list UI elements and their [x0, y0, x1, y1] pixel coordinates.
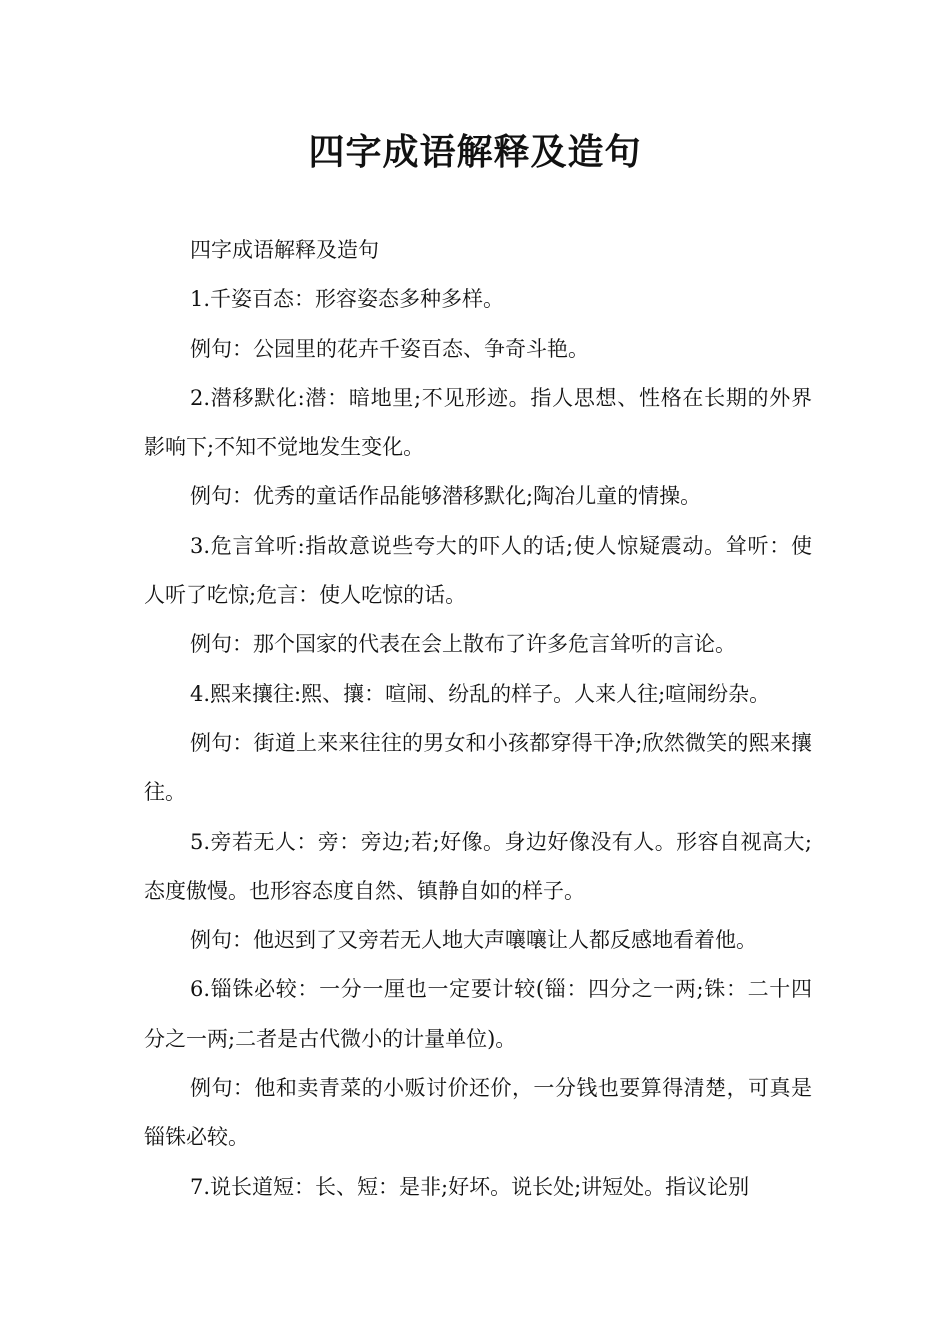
example-sentence-5: 例句：他迟到了又旁若无人地大声嚷嚷让人都反感地看着他。	[190, 928, 757, 953]
document-title: 四字成语解释及造句	[308, 132, 642, 173]
idiom-entry-4: 4.熙来攘往:熙、攘：喧闹、纷乱的样子。人来人往;喧闹纷杂。	[190, 681, 771, 706]
example-sentence-6: 例句：他和卖青菜的小贩讨价还价，一分钱也要算得清楚，可真是锱铢必较。	[144, 1076, 812, 1150]
example-sentence-1: 例句：公园里的花卉千姿百态、争奇斗艳。	[190, 336, 589, 361]
idiom-entry-1: 1.千姿百态：形容姿态多种多样。	[190, 287, 505, 312]
document-body	[144, 226, 812, 1212]
example-sentence-3: 例句：那个国家的代表在会上散布了许多危言耸听的言论。	[190, 632, 736, 657]
idiom-entry-5: 5.旁若无人：旁：旁边;若;好像。身边好像没有人。形容自视高大;态度傲慢。也形容态度自然、镇静自如的样子。	[144, 829, 812, 903]
paragraph-heading: 四字成语解释及造句	[190, 238, 379, 262]
idiom-entry-3: 3.危言耸听:指故意说些夸大的吓人的话;使人惊疑震动。耸听：使人听了吃惊;危言：使人吃惊的话。	[144, 533, 812, 608]
example-sentence-2: 例句：优秀的童话作品能够潜移默化;陶冶儿童的情操。	[190, 484, 702, 509]
idiom-entry-2: 2.潜移默化:潜：暗地里;不见形迹。指人思想、性格在长期的外界影响下;不知不觉地发生变化。	[144, 385, 812, 460]
example-sentence-4: 例句：街道上来来往往的男女和小孩都穿得干净;欣然微笑的熙来攘往。	[144, 730, 812, 805]
idiom-entry-6: 6.锱铢必较：一分一厘也一定要计较(锱：四分之一两;铢：二十四分之一两;二者是古代微小的计量单位)。	[144, 977, 812, 1051]
idiom-entry-7: 7.说长道短：长、短：是非;好坏。说长处;讲短处。指议论别	[190, 1174, 750, 1199]
